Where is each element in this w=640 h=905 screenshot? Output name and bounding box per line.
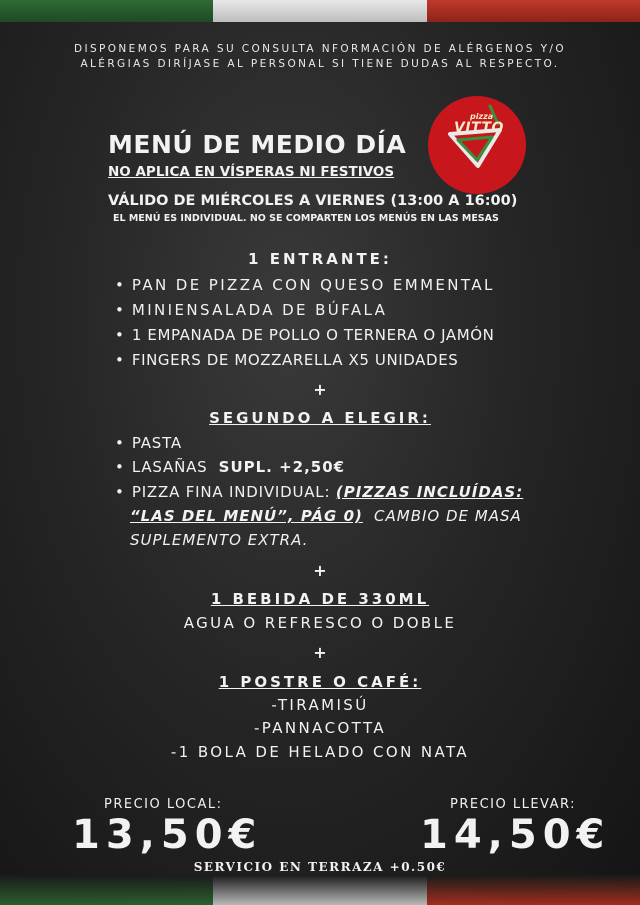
main-item-lasagna: • LASAÑAS SUPL. +2,50€ [115, 458, 346, 476]
starter-heading: 1 ENTRANTE: [248, 250, 392, 268]
takeaway-price-value: 14,50€ [420, 812, 611, 858]
pizza-supplement-note: SUPLEMENTO EXTRA. [130, 531, 309, 549]
plus-separator: + [313, 380, 327, 399]
dessert-item: -TIRAMISÚ [271, 696, 369, 714]
pizza-reference: (PIZZAS INCLUÍDAS: [335, 483, 524, 501]
dessert-item: -PANNACOTTA [253, 719, 387, 737]
starter-item: • FINGERS DE MOZZARELLA X5 UNIDADES [115, 351, 459, 369]
menu-individual-note: EL MENÚ ES INDIVIDUAL. NO SE COMPARTEN LOS MENÚS EN LAS MESAS [113, 213, 499, 224]
takeaway-price-label: PRECIO LLEVAR: [450, 797, 577, 812]
drink-heading: 1 BEBIDA DE 330ML [210, 590, 430, 608]
allergen-notice [20, 42, 620, 72]
drink-options: AGUA O REFRESCO O DOBLE [183, 614, 457, 632]
menu-validity: VÁLIDO DE MIÉRCOLES A VIERNES (13:00 A 16:00) [108, 193, 518, 209]
pizza-reference-line: “LAS DEL MENÚ”, PÁG 0) CAMBIO DE MASA [130, 507, 522, 525]
starter-item: • PAN DE PIZZA CON QUESO EMMENTAL [115, 276, 495, 294]
plus-separator: + [313, 561, 327, 580]
italian-flag-top [0, 0, 640, 22]
main-heading: SEGUNDO A ELEGIR: [209, 409, 431, 427]
allergen-line-1: DISPONEMOS PARA SU CONSULTA NFORMACIÓN DE ALÉRGENOS Y/O [73, 43, 567, 55]
dessert-item: -1 BOLA DE HELADO CON NATA [170, 743, 470, 761]
main-item-pizza: • PIZZA FINA INDIVIDUAL: (PIZZAS INCLUÍDAS: [115, 483, 524, 501]
lasagna-supplement: SUPL. +2,50€ [218, 458, 346, 476]
local-price-value: 13,50€ [72, 812, 263, 858]
dessert-heading: 1 POSTRE O CAFÉ: [218, 673, 422, 691]
starter-item: • 1 EMPANADA DE POLLO O TERNERA O JAMÓN [115, 326, 495, 344]
italian-flag-bottom [0, 875, 640, 905]
local-price-label: PRECIO LOCAL: [104, 797, 223, 812]
logo-brand-text: VITTO [454, 120, 504, 136]
allergen-line-2: ALÉRGIAS DIRÍJASE AL PERSONAL SI TIENE DUDAS AL RESPECTO. [80, 58, 560, 70]
terrace-surcharge: SERVICIO EN TERRAZA +0.50€ [193, 860, 447, 874]
main-item-pasta: • PASTA [115, 434, 182, 452]
plus-separator: + [313, 643, 327, 662]
menu-subtitle: NO APLICA EN VÍSPERAS NI FESTIVOS [108, 164, 395, 180]
logo-small-text: pizza [470, 112, 494, 121]
menu-title: MENÚ DE MEDIO DÍA [108, 130, 407, 159]
starter-item: • MINIENSALADA DE BÚFALA [115, 301, 388, 319]
pizza-vitto-logo [428, 96, 526, 194]
